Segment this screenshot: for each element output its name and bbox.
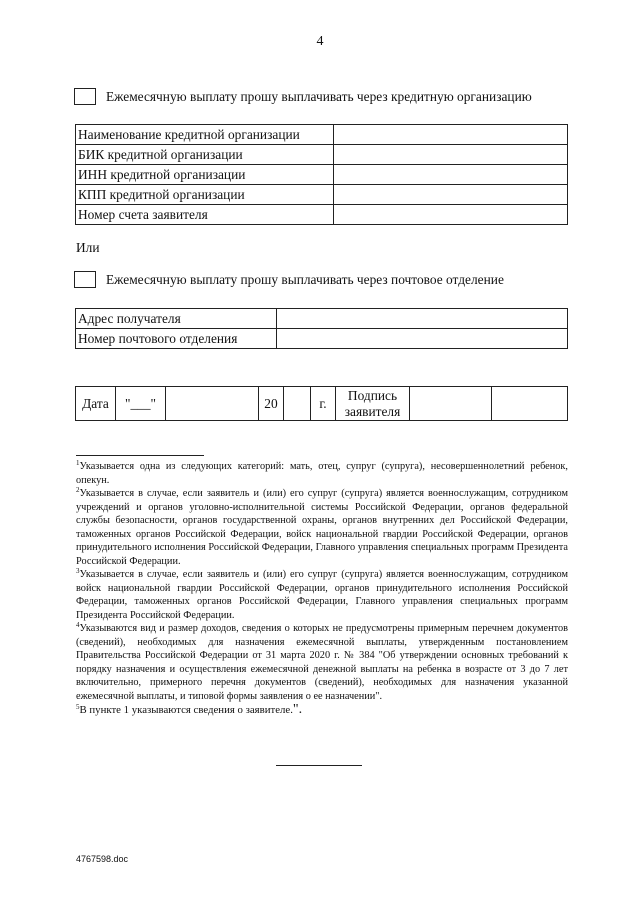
credit-details-table (75, 124, 568, 225)
table-row (76, 387, 568, 421)
signature-field[interactable] (410, 387, 492, 421)
recipient-address-input[interactable] (277, 309, 568, 329)
page-number: 4 (316, 34, 324, 49)
field-label: Номер почтового отделения (76, 329, 277, 349)
kpp-input[interactable] (334, 185, 568, 205)
table-row (76, 185, 568, 205)
field-label: КПП кредитной организации (76, 185, 334, 205)
footnote-2: $^2$Указывается в случае, если заявитель и (или) его супруг (супруга) является военнослужащим, сотрудником учреждений и органов уголовно-исполнительной системы Российской Федерации, органов федеральной службы безопасности, органов государственной охраны, органов внутренних дел Российской Федерации, таможенных органов Российской Федерации, войск национальной гвардии Российской Федерации, органов принудительного исполнения Российской Федерации, Главного управления специальных программ Президента Российской Федерации. (76, 486, 568, 567)
inn-input[interactable] (334, 165, 568, 185)
year-suffix: г. (311, 387, 336, 421)
table-row (76, 329, 568, 349)
table-row (76, 309, 568, 329)
footnote-4: $^4$Указываются вид и размер доходов, сведения о которых не предусмотрены примерным перечнем документов (сведений), необходимых для назначения ежемесячной выплаты, утвержденным постановлением Правительства Российской Федерации от 31 марта 2020 г. № 384 "Об утверждении основных требований к порядку назначения и осуществления ежемесячной денежной выплаты на ребенка в возрасте от 3 до 7 лет включительно, примерного перечня документов (сведений), необходимых для назначения указанной ежемесячной выплаты, и типовой формы заявления о ее назначении". (76, 621, 568, 702)
account-number-input[interactable] (334, 205, 568, 225)
post-option-checkbox[interactable] (74, 271, 96, 288)
signature-label-line1: Подпись (347, 387, 398, 403)
signature-label-line2: заявителя (344, 403, 401, 419)
table-row (76, 205, 568, 225)
month-field[interactable] (166, 387, 259, 421)
footnote-1: $^1$Указывается одна из следующих категорий: мать, отец, супруг (супруга), несовершеннолетний ребенок, опекун. (76, 459, 568, 486)
credit-option (74, 88, 532, 105)
footnote-separator (76, 455, 204, 456)
end-rule (276, 765, 362, 766)
signature-label (336, 387, 410, 421)
footnote-3: $^3$Указывается в случае, если заявитель и (или) его супруг (супруга) является военнослужащим, сотрудником войск национальной гвардии Российской Федерации, органов принудительного исполнения Российской Федерации, таможенных органов Российской Федерации, Главного управления специальных программ Президента Российской Федерации. (76, 567, 568, 621)
file-name: 4767598.doc (76, 854, 129, 864)
or-text: Или (76, 240, 100, 255)
table-row (76, 165, 568, 185)
post-details-table (75, 308, 568, 349)
credit-option-label: Ежемесячную выплату прошу выплачивать через кредитную организацию (106, 88, 532, 104)
field-label: ИНН кредитной организации (76, 165, 334, 185)
footnote-5: $^5$В пункте 1 указываются сведения о заявителе.". (76, 702, 303, 717)
year-prefix: 20 (259, 387, 284, 421)
closing-quote: ". (292, 702, 303, 717)
credit-option-checkbox[interactable] (74, 88, 96, 105)
bik-input[interactable] (334, 145, 568, 165)
table-row (76, 145, 568, 165)
field-label: Наименование кредитной организации (76, 125, 334, 145)
post-office-number-input[interactable] (277, 329, 568, 349)
post-option (74, 271, 504, 288)
signature-decoding-field[interactable] (492, 387, 568, 421)
date-label: Дата (76, 387, 116, 421)
day-field[interactable]: "___" (116, 387, 166, 421)
field-label: Номер счета заявителя (76, 205, 334, 225)
year-field[interactable] (284, 387, 311, 421)
field-label: Адрес получателя (76, 309, 277, 329)
footnotes (76, 460, 568, 718)
credit-name-input[interactable] (334, 125, 568, 145)
field-label: БИК кредитной организации (76, 145, 334, 165)
table-row (76, 125, 568, 145)
post-option-label: Ежемесячную выплату прошу выплачивать через почтовое отделение (106, 271, 504, 287)
signature-table (75, 386, 568, 421)
